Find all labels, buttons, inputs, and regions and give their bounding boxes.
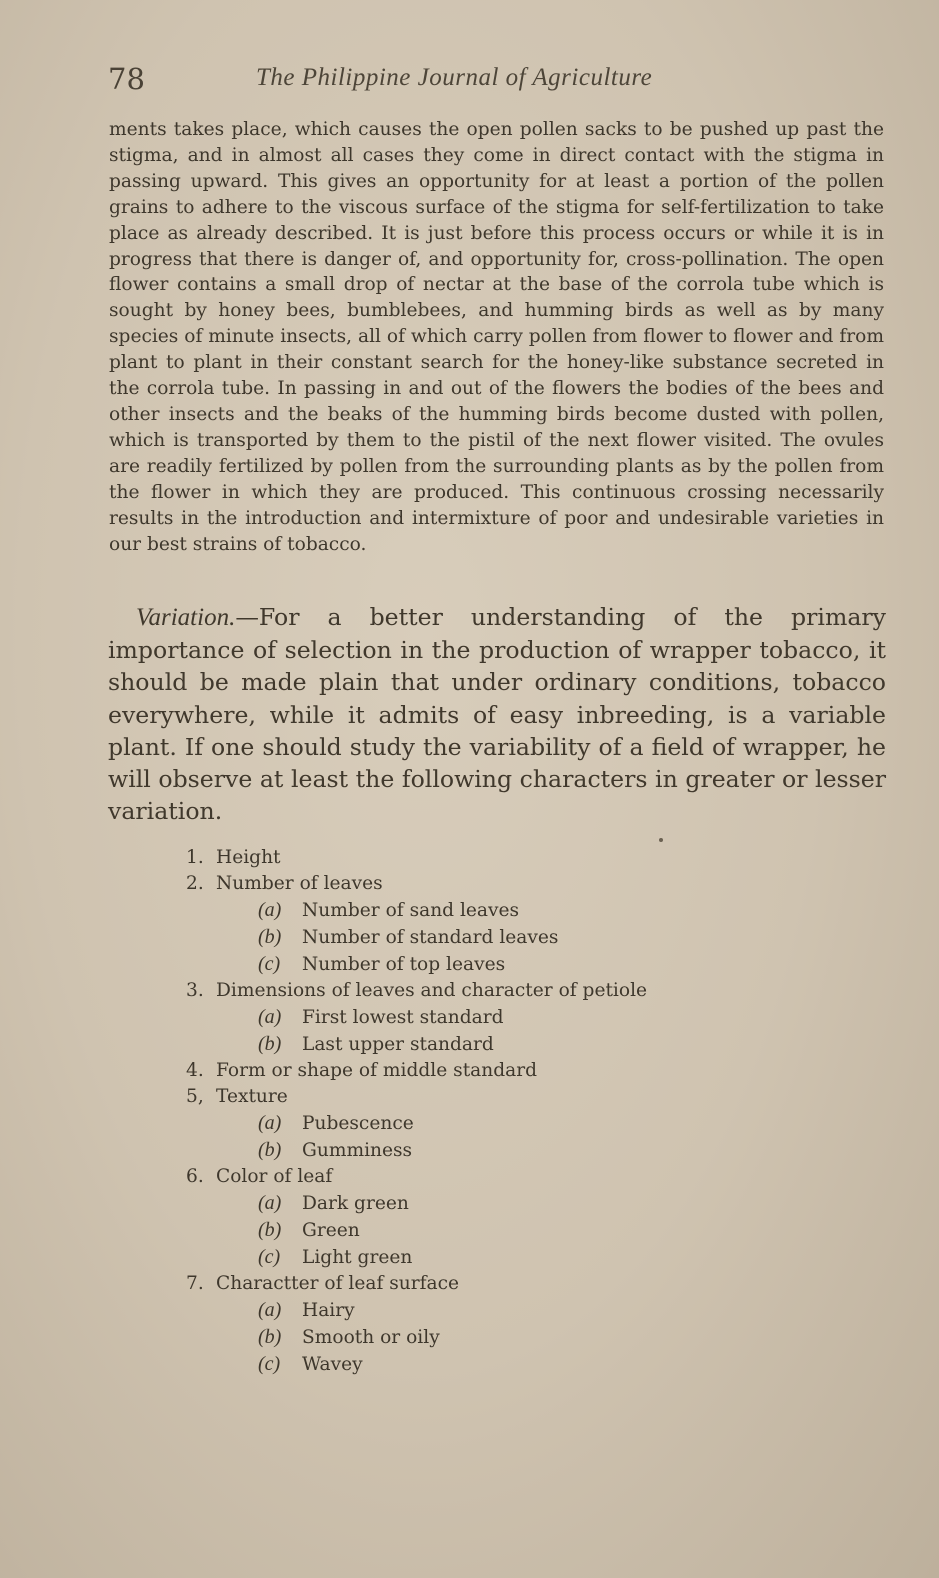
subitem-letter-text: (a)	[258, 1112, 282, 1134]
character-number: 1.	[186, 847, 204, 868]
characters-list	[186, 845, 647, 1378]
journal-title: The Philippine Journal of Agriculture	[256, 64, 653, 91]
variation-heading: Variation.	[136, 604, 236, 631]
subitem-label: Smooth or oily	[302, 1327, 440, 1348]
character-subitem	[258, 1137, 647, 1164]
character-label: Charactter of leaf surface	[216, 1273, 460, 1294]
subitem-label: Pubescence	[302, 1113, 414, 1134]
running-header	[108, 62, 888, 102]
character-number: 3.	[186, 980, 204, 1001]
subitem-label: Light green	[302, 1247, 413, 1268]
subitem-letter-text: (c)	[258, 1353, 281, 1375]
character-subitem	[258, 1324, 647, 1351]
character-sublist	[186, 1004, 647, 1058]
subitem-label: Last upper standard	[302, 1034, 494, 1055]
character-label: Form or shape of middle standard	[216, 1060, 538, 1081]
variation-body: —For a better understanding of the primary importance of selection in the production of wrapper tobacco, it should be made plain that under ordinary conditions, tobacco everywhere, while it admits of easy inbreeding, is a variable plant. If one should study the variability of a field of wrapper, he will observe at least the following characters in greater or lesser variation.	[108, 603, 886, 826]
subitem-label: Number of top leaves	[302, 954, 506, 975]
character-item	[186, 978, 647, 1058]
subitem-letter-text: (a)	[258, 899, 282, 921]
character-subitem	[258, 1190, 647, 1217]
subitem-label: Number of standard leaves	[302, 927, 559, 948]
subitem-letter-text: (a)	[258, 1299, 282, 1321]
subitem-letter	[258, 1324, 302, 1351]
character-number: 2.	[186, 873, 204, 894]
print-speck	[659, 838, 663, 842]
subitem-label: Hairy	[302, 1300, 355, 1321]
subitem-letter-text: (c)	[258, 1246, 281, 1268]
character-subitem	[258, 951, 647, 978]
subitem-letter	[258, 924, 302, 951]
subitem-label: Number of sand leaves	[302, 900, 520, 921]
page-number: 78	[108, 62, 145, 96]
character-sublist	[186, 897, 647, 978]
variation-paragraph	[108, 601, 886, 827]
subitem-label: First lowest standard	[302, 1007, 504, 1028]
subitem-letter	[258, 1137, 302, 1164]
character-label: Height	[216, 847, 281, 868]
subitem-letter-text: (b)	[258, 1326, 282, 1348]
character-subitem	[258, 1351, 647, 1378]
character-subitem	[258, 924, 647, 951]
character-number: 4.	[186, 1060, 204, 1081]
character-label: Dimensions of leaves and character of petiole	[216, 980, 648, 1001]
subitem-letter	[258, 1351, 302, 1378]
character-label: Number of leaves	[216, 873, 383, 894]
continuation-paragraph: ments takes place, which causes the open pollen sacks to be pushed up past the stigma, and in almost all cases they come in direct contact with the stigma in passing upward. This gives an opportunity for at least a portion of the pollen grains to adhere to the viscous surface of the stigma for self-fertilization to take place as already described. It is just before this process occurs or while it is in progress that there is danger of, and opportunity for, cross-pollination. The open flower contains a small drop of nectar at the base of the corrola tube which is sought by honey bees, bumblebees, and humming birds as well as by many species of minute insects, all of which carry pollen from flower to flower and from plant to plant in their constant search for the honey-like substance secreted in the corrola tube. In passing in and out of the flowers the bodies of the bees and other insects and the beaks of the humming birds become dusted with pollen, which is transported by them to the pistil of the next flower visited. The ovules are readily fertilized by pollen from the surrounding plants as by the pollen from the flower in which they are produced. This continuous crossing necessarily results in the introduction and intermixture of poor and undesirable varieties in our best strains of tobacco.	[109, 119, 884, 555]
subitem-letter	[258, 1244, 302, 1271]
subitem-letter	[258, 897, 302, 924]
character-subitem	[258, 1297, 647, 1324]
subitem-letter	[258, 1031, 302, 1058]
character-label: Color of leaf	[216, 1166, 333, 1187]
character-subitem	[258, 1004, 647, 1031]
subitem-letter	[258, 1004, 302, 1031]
character-item	[186, 1271, 647, 1378]
character-subitem	[258, 1110, 647, 1137]
character-item	[186, 1058, 647, 1084]
character-item	[186, 1084, 647, 1164]
character-number: 7.	[186, 1273, 204, 1294]
character-sublist	[186, 1190, 647, 1271]
subitem-letter-text: (a)	[258, 1192, 282, 1214]
character-item	[186, 845, 647, 871]
character-number: 5,	[186, 1086, 204, 1107]
subitem-letter-text: (b)	[258, 1139, 282, 1161]
character-subitem	[258, 1217, 647, 1244]
character-sublist	[186, 1297, 647, 1378]
subitem-letter	[258, 1297, 302, 1324]
character-subitem	[258, 1244, 647, 1271]
character-item	[186, 871, 647, 978]
subitem-letter-text: (b)	[258, 926, 282, 948]
subitem-letter	[258, 951, 302, 978]
character-sublist	[186, 1110, 647, 1164]
subitem-letter	[258, 1110, 302, 1137]
character-subitem	[258, 1031, 647, 1058]
subitem-letter	[258, 1190, 302, 1217]
character-subitem	[258, 897, 647, 924]
subitem-label: Green	[302, 1220, 360, 1241]
continuation-paragraph-block	[109, 117, 884, 557]
character-item	[186, 1164, 647, 1271]
subitem-label: Dark green	[302, 1193, 409, 1214]
subitem-letter-text: (c)	[258, 953, 281, 975]
character-label: Texture	[216, 1086, 288, 1107]
subitem-label: Gumminess	[302, 1140, 413, 1161]
subitem-letter	[258, 1217, 302, 1244]
character-number: 6.	[186, 1166, 204, 1187]
subitem-letter-text: (b)	[258, 1219, 282, 1241]
subitem-letter-text: (b)	[258, 1033, 282, 1055]
subitem-letter-text: (a)	[258, 1006, 282, 1028]
variation-section	[108, 601, 886, 827]
subitem-label: Wavey	[302, 1354, 363, 1375]
